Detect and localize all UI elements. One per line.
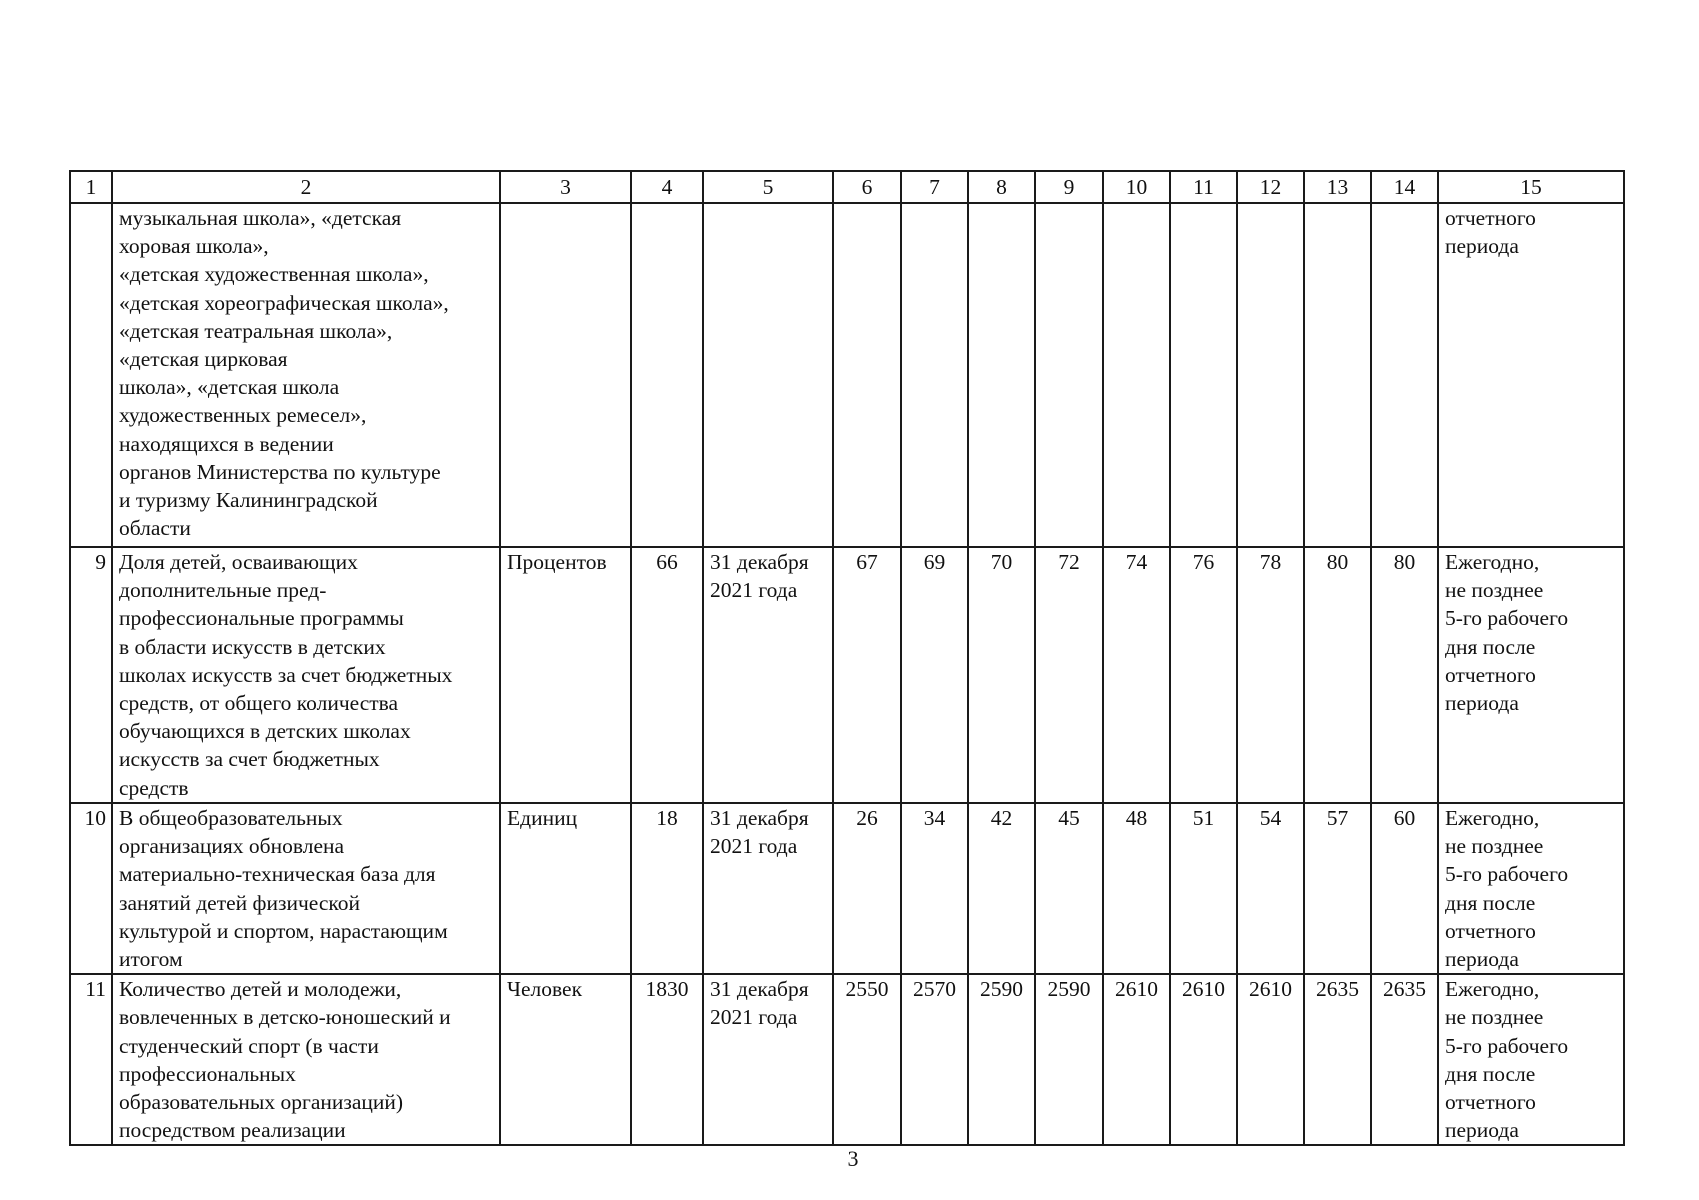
value-cell [833, 203, 901, 547]
header-cell: 8 [968, 171, 1035, 203]
header-cell: 3 [500, 171, 631, 203]
header-cell: 9 [1035, 171, 1103, 203]
value-cell [1237, 203, 1304, 547]
value-cell: 72 [1035, 547, 1103, 803]
value-cell: 51 [1170, 803, 1237, 974]
value-cell: 2550 [833, 974, 901, 1145]
value-cell: 2570 [901, 974, 968, 1145]
value-cell [901, 203, 968, 547]
description-cell: Доля детей, осваивающих дополнительные пред- профессиональные программы в области искусств в детских школах искусств за счет бюджетных средств, от общего количества обучающихся в детских школах искусств за счет бюджетных средств [112, 547, 500, 803]
indicators-table [69, 170, 1625, 1146]
header-cell: 14 [1371, 171, 1438, 203]
unit-cell [500, 203, 631, 547]
value-cell: 2635 [1371, 974, 1438, 1145]
base-date-cell: 31 декабря 2021 года [703, 803, 833, 974]
header-cell: 4 [631, 171, 703, 203]
description-cell: В общеобразовательных организациях обновлена материально-техническая база для занятий детей физической культурой и спортом, нарастающим итогом [112, 803, 500, 974]
value-cell: 69 [901, 547, 968, 803]
header-cell: 1 [70, 171, 112, 203]
base-date-cell: 31 декабря 2021 года [703, 547, 833, 803]
header-cell: 13 [1304, 171, 1371, 203]
table-row [70, 974, 1624, 1145]
deadline-cell: отчетного периода [1438, 203, 1624, 547]
row-number-cell [70, 203, 112, 547]
base-value-cell: 66 [631, 547, 703, 803]
description-cell: Количество детей и молодежи, вовлеченных в детско-юношеский и студенческий спорт (в части профессиональных образовательных организаций) посредством реализации [112, 974, 500, 1145]
value-cell: 2590 [968, 974, 1035, 1145]
base-date-cell: 31 декабря 2021 года [703, 974, 833, 1145]
header-cell: 7 [901, 171, 968, 203]
base-value-cell: 18 [631, 803, 703, 974]
value-cell [1170, 203, 1237, 547]
value-cell: 60 [1371, 803, 1438, 974]
row-number-cell: 9 [70, 547, 112, 803]
value-cell: 2610 [1103, 974, 1170, 1145]
row-number-cell: 11 [70, 974, 112, 1145]
value-cell: 42 [968, 803, 1035, 974]
value-cell [1304, 203, 1371, 547]
page-number: 3 [847, 1146, 859, 1171]
value-cell: 67 [833, 547, 901, 803]
header-cell: 11 [1170, 171, 1237, 203]
value-cell: 2610 [1237, 974, 1304, 1145]
value-cell: 78 [1237, 547, 1304, 803]
value-cell: 34 [901, 803, 968, 974]
header-cell: 2 [112, 171, 500, 203]
value-cell [1035, 203, 1103, 547]
value-cell: 45 [1035, 803, 1103, 974]
base-value-cell: 1830 [631, 974, 703, 1145]
value-cell: 26 [833, 803, 901, 974]
value-cell [1103, 203, 1170, 547]
value-cell [1371, 203, 1438, 547]
value-cell: 48 [1103, 803, 1170, 974]
value-cell: 2610 [1170, 974, 1237, 1145]
value-cell: 54 [1237, 803, 1304, 974]
value-cell: 74 [1103, 547, 1170, 803]
table-row [70, 803, 1624, 974]
value-cell: 80 [1371, 547, 1438, 803]
value-cell: 2590 [1035, 974, 1103, 1145]
value-cell: 2635 [1304, 974, 1371, 1145]
header-cell: 12 [1237, 171, 1304, 203]
header-cell: 5 [703, 171, 833, 203]
value-cell: 80 [1304, 547, 1371, 803]
value-cell: 70 [968, 547, 1035, 803]
header-cell: 10 [1103, 171, 1170, 203]
unit-cell: Единиц [500, 803, 631, 974]
unit-cell: Человек [500, 974, 631, 1145]
header-cell: 15 [1438, 171, 1624, 203]
row-number-cell: 10 [70, 803, 112, 974]
deadline-cell: Ежегодно, не позднее 5-го рабочего дня после отчетного периода [1438, 547, 1624, 803]
table-row-continuation [70, 203, 1624, 547]
base-value-cell [631, 203, 703, 547]
base-date-cell [703, 203, 833, 547]
description-cell: музыкальная школа», «детская хоровая школа», «детская художественная школа», «детская хореографическая школа», «детская театральная школа», «детская цирковая школа», «детская школа художественных ремесел», находящихся в ведении органов Министерства по культуре и туризму Калининградской области [112, 203, 500, 547]
deadline-cell: Ежегодно, не позднее 5-го рабочего дня после отчетного периода [1438, 974, 1624, 1145]
table-header-row [70, 171, 1624, 203]
header-cell: 6 [833, 171, 901, 203]
unit-cell: Процентов [500, 547, 631, 803]
deadline-cell: Ежегодно, не позднее 5-го рабочего дня после отчетного периода [1438, 803, 1624, 974]
value-cell: 57 [1304, 803, 1371, 974]
value-cell [968, 203, 1035, 547]
table-row [70, 547, 1624, 803]
value-cell: 76 [1170, 547, 1237, 803]
